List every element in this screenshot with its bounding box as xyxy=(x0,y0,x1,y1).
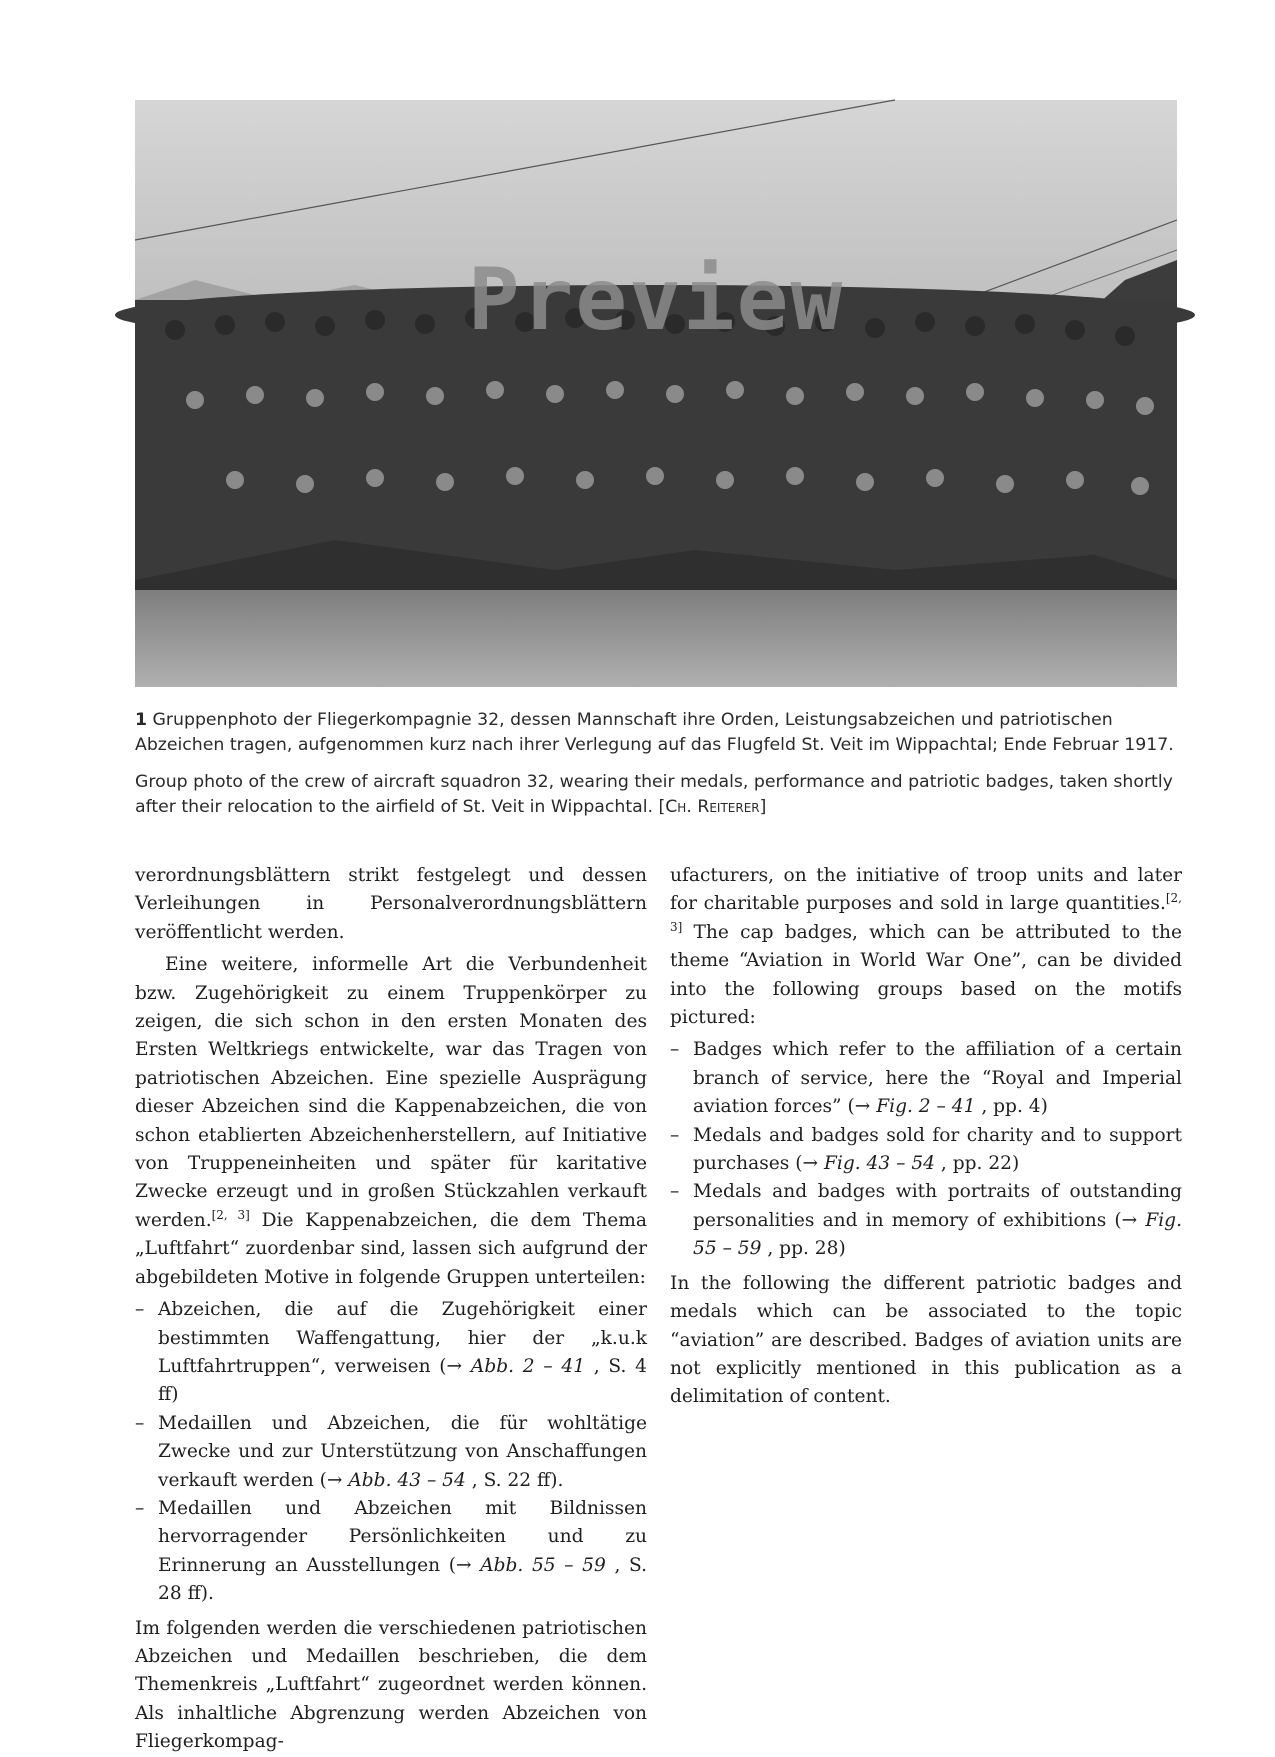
list-item-tail: , pp. 4) xyxy=(975,1096,1048,1118)
figure-reference: Fig. 55 – 59 xyxy=(693,1209,1182,1260)
list-item-tail: , pp. 22) xyxy=(935,1153,1020,1175)
paragraph-text: Eine weitere, informelle Art die Verbundenheit bzw. Zugehörigkeit zu einem Truppenkörper zu zeigen, die sich schon in den ersten Monaten des Ersten Weltkriegs entwickelte, war das Tragen von patriotischen Abzeichen. Eine spezielle Ausprägung dieser Abzeichen sind die Kappenabzeichen, die von schon etablierten Abzeichenherstellern, auf Initiative von Truppeneinheiten und später für karitative Zwecke erzeugt und in großen Stückzahlen verkauft werden. xyxy=(135,954,647,1231)
bullet-list xyxy=(670,1036,1182,1263)
preview-watermark: Preview xyxy=(467,250,845,350)
list-item xyxy=(670,1122,1182,1179)
list-item-text: Badges which refer to the affiliation of a certain branch of service, here the “Royal and Imperial aviation forces” (→ xyxy=(693,1039,1182,1118)
citation: [2, 3] xyxy=(211,1207,250,1222)
group-photo xyxy=(135,100,1177,687)
list-item xyxy=(135,1495,647,1609)
figure-caption-english xyxy=(135,770,1179,820)
dash-marker: – xyxy=(135,1497,145,1519)
dash-marker: – xyxy=(670,1181,680,1203)
list-item-text: Medals and badges sold for charity and to support purchases (→ xyxy=(693,1124,1182,1175)
list-item-tail: , pp. 28) xyxy=(761,1238,846,1260)
paragraph xyxy=(135,951,647,1292)
left-column-german xyxy=(135,862,648,1753)
paragraph: verordnungsblättern strikt festgelegt und dessen Verleihungen in Personalverordnungsblättern veröffentlicht werden. xyxy=(135,865,647,943)
right-column-english xyxy=(670,862,1182,1416)
figure-caption-german xyxy=(135,708,1179,758)
caption-english-text: Group photo of the crew of aircraft squadron 32, wearing their medals, performance and patriotic badges, taken shortly after their relocation to the airfield of St. Veit in Wippachtal. xyxy=(135,772,1173,817)
paragraph xyxy=(670,862,1182,1032)
list-item-text: Medaillen und Abzeichen, die für wohltätige Zwecke und zur Unterstützung von Anschaffungen verkauft werden (→ xyxy=(158,1412,647,1491)
list-item-tail: , S. 4 ff) xyxy=(158,1355,647,1406)
paragraph-text: ufacturers, on the initiative of troop units and later for charitable purposes and sold in large quantities. xyxy=(670,865,1182,915)
bullet-list xyxy=(135,1296,647,1608)
list-item-text: Medaillen und Abzeichen mit Bildnissen hervorragender Persönlichkeiten und zu Erinnerung an Ausstellungen (→ xyxy=(158,1497,647,1576)
paragraph-text: Die Kappenabzeichen, die dem Thema „Luftfahrt“ zuordenbar sind, lassen sich aufgrund der abgebildeten Motive in folgende Gruppen unterteilen: xyxy=(135,1209,647,1288)
figure-reference: Fig. 43 – 54 xyxy=(823,1153,935,1175)
list-item-text: Medals and badges with portraits of outstanding personalities and in memory of exhibitions (→ xyxy=(693,1181,1182,1231)
dash-marker: – xyxy=(670,1124,680,1146)
list-item-tail: , S. 22 ff). xyxy=(465,1469,564,1491)
figure-reference: Abb. 2 – 41 xyxy=(470,1355,586,1377)
list-item-text: Abzeichen, die auf die Zugehörigkeit einer bestimmten Waffengattung, hier der „k.u.k Luftfahrtruppen“, verweisen (→ xyxy=(158,1299,647,1377)
list-item-tail: , S. 28 ff). xyxy=(158,1554,648,1605)
paragraph: Im folgenden werden die verschiedenen patriotischen Abzeichen und Medaillen beschrieben, die dem Themenkreis „Luftfahrt“ zugeordnet werden können. Als inhaltliche Abgrenzung werden Abzeichen von Fliegerkompag- xyxy=(135,1617,647,1753)
list-item xyxy=(135,1296,647,1410)
dash-marker: – xyxy=(135,1412,145,1434)
figure-reference: Abb. 43 – 54 xyxy=(348,1469,466,1491)
dash-marker: – xyxy=(135,1299,145,1321)
list-item xyxy=(670,1178,1182,1263)
figure-reference: Fig. 2 – 41 xyxy=(876,1096,976,1118)
caption-german-text: Gruppenphoto der Fliegerkompagnie 32, dessen Mannschaft ihre Orden, Leistungsabzeichen und patriotischen Abzeichen tragen, aufgenommen kurz nach ihrer Verlegung auf das Flugfeld St. Veit im Wippachtal; Ende Februar 1917. xyxy=(135,710,1174,755)
photo-credit: [Ch. Reiterer] xyxy=(658,797,767,817)
paragraph-text: The cap badges, which can be attributed to the theme “Aviation in World War One”, can be divided into the following groups based on the motifs pictured: xyxy=(670,921,1182,1029)
photo-illustration xyxy=(135,100,1177,687)
figure-number: 1 xyxy=(135,710,148,730)
list-item xyxy=(670,1036,1182,1121)
list-item xyxy=(135,1410,647,1495)
dash-marker: – xyxy=(670,1039,680,1061)
figure-reference: Abb. 55 – 59 xyxy=(480,1554,606,1576)
citation: [2, 3] xyxy=(670,891,1182,934)
paragraph: In the following the different patriotic badges and medals which can be associated to the topic “aviation” are described. Badges of aviation units are not explicitly mentioned in this publication as a delimitation of content. xyxy=(670,1272,1182,1408)
